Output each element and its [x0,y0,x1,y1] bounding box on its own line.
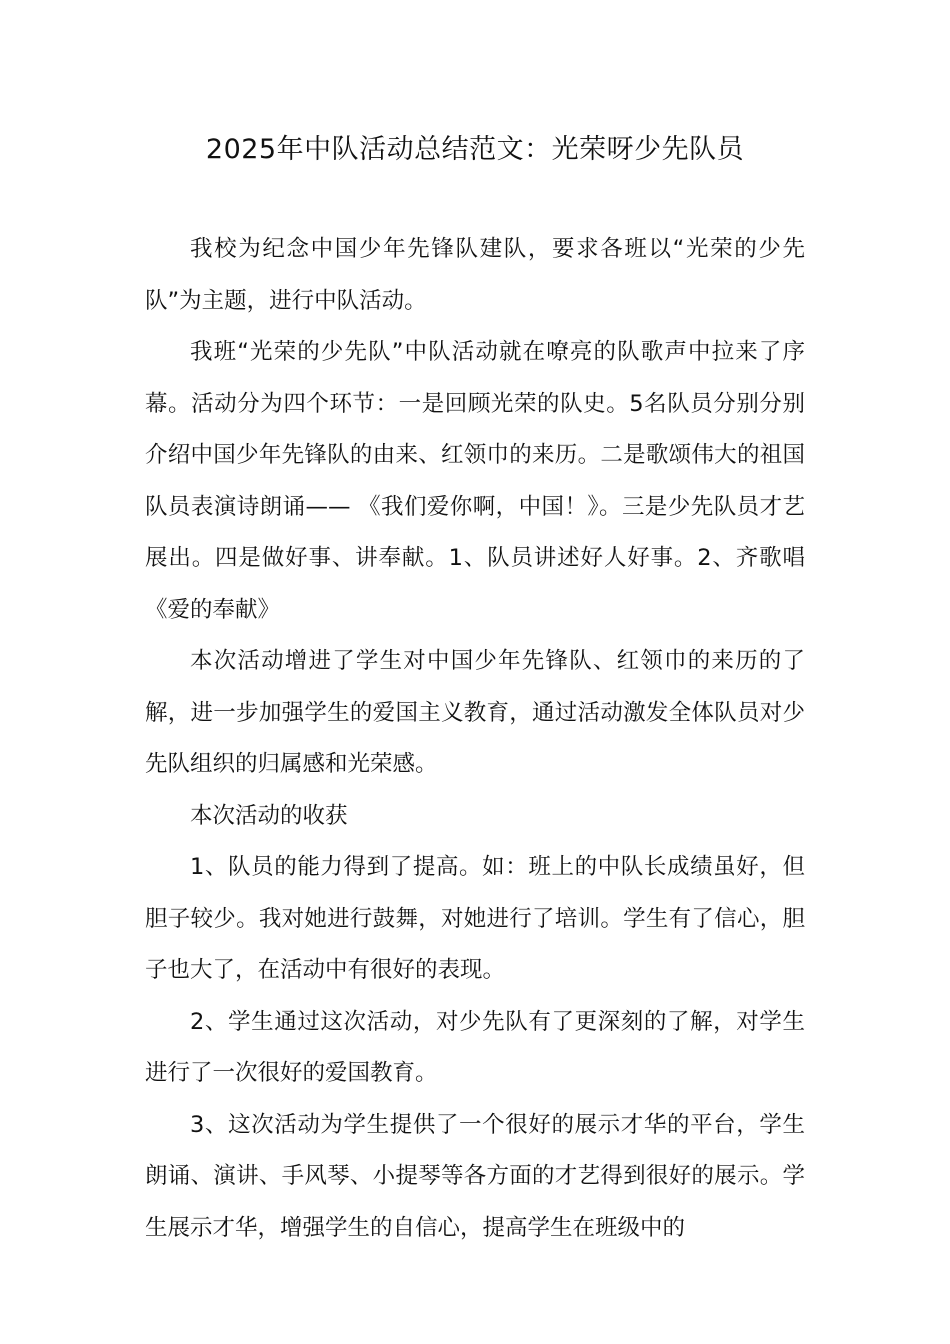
paragraph-harvest-heading: 本次活动的收获 [190,802,348,829]
document-body [145,224,805,1254]
paragraph-harvest-item-2: 2、学生通过这次活动，对少先队有了更深刻的了解，对学生进行了一次很好的爱国教育。 [145,1008,805,1086]
paragraph-harvest-item-1: 1、队员的能力得到了提高。如：班上的中队长成绩虽好，但胆子较少。我对她进行鼓舞，对她进行了培训。学生有了信心，胆子也大了，在活动中有很好的表现。 [145,854,805,983]
paragraph-intro: 我校为纪念中国少年先锋队建队，要求各班以“光荣的少先队”为主题，进行中队活动。 [145,236,805,314]
document-title: 2025年中队活动总结范文：光荣呀少先队员 [205,134,745,165]
paragraph-harvest-item-3: 3、这次活动为学生提供了一个很好的展示才华的平台，学生朗诵、演讲、手风琴、小提琴等各方面的才艺得到很好的展示。学生展示才华，增强学生的自信心，提高学生在班级中的 [145,1111,805,1241]
paragraph-activity-effect: 本次活动增进了学生对中国少年先锋队、红领巾的来历的了解，进一步加强学生的爱国主义教育，通过活动激发全体队员对少先队组织的归属感和光荣感。 [145,648,805,777]
paragraph-activity-overview: 我班“光荣的少先队”中队活动就在嘹亮的队歌声中拉来了序幕。活动分为四个环节：一是回顾光荣的队史。5名队员分别分别介绍中国少年先锋队的由来、红领巾的来历。二是歌颂伟大的祖国队员表演诗朗诵—— 《我们爱你啊，中国！》。三是少先队员才艺展出。四是做好事、讲奉献。1、队员讲述好人好事。2、齐歌唱《爱的奉献》 [145,339,805,623]
